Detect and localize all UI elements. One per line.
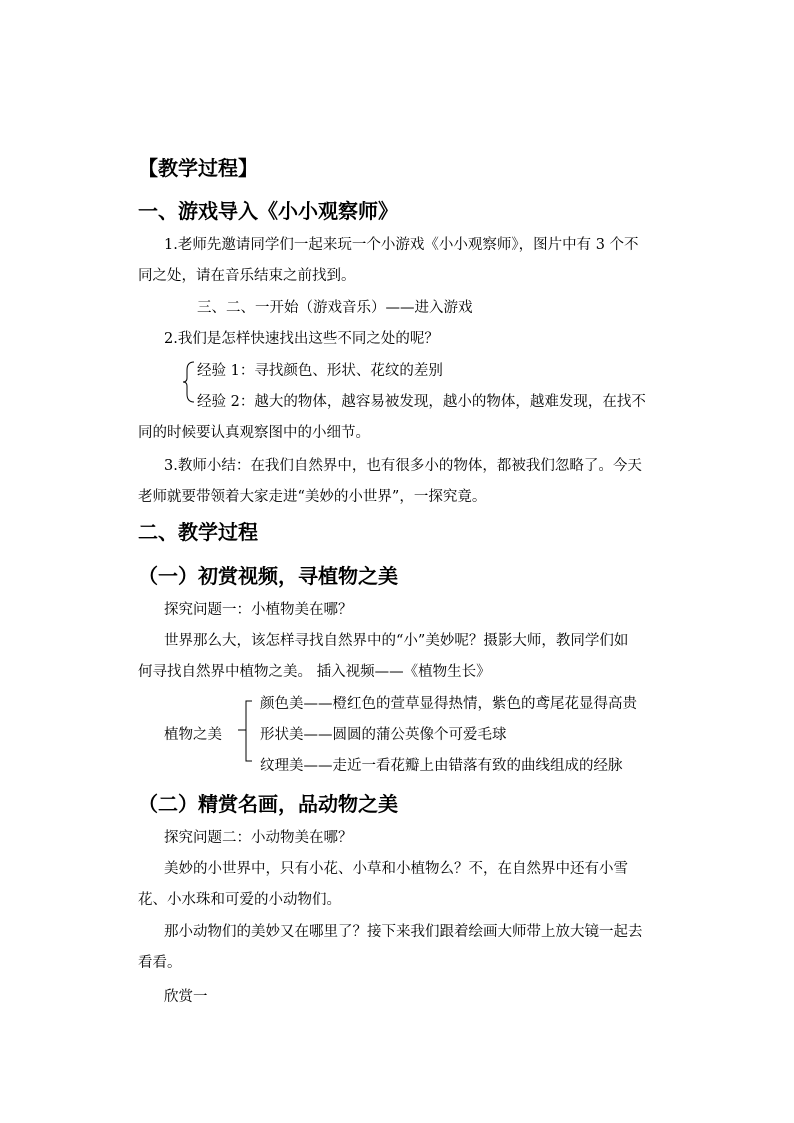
sub2-text1-line1: 美妙的小世界中，只有小花、小草和小植物么？不，在自然界中还有小雪: [164, 861, 628, 877]
sub1-text-line2: 何寻找自然界中植物之美。 插入视频——《植物生长》: [138, 664, 491, 680]
plant-beauty-texture: 纹理美——走近一看花瓣上由错落有致的曲线组成的经脉: [260, 758, 623, 774]
sub1-heading: （一）初赏视频，寻植物之美: [138, 564, 398, 588]
appreciation-one: 欣赏一: [164, 989, 208, 1005]
part2-heading: 二、教学过程: [138, 520, 258, 544]
teacher-summary-line2: 老师就要带领着大家走进“美妙的小世界”，一探究竟。: [138, 489, 487, 505]
teacher-summary-line1: 3.教师小结：在我们自然界中，也有很多小的物体，都被我们忽略了。今天: [164, 458, 642, 474]
part1-paragraph1-line2: 同之处，请在音乐结束之前找到。: [138, 268, 356, 284]
experience-2-line1: 经验 2：越大的物体，越容易被发现，越小的物体，越难发现，在找不: [197, 394, 646, 410]
sub2-question: 探究问题二：小动物美在哪？: [164, 830, 353, 846]
plant-beauty-color: 颜色美——橙红色的萱草显得热情，紫色的鸢尾花显得高贵: [260, 696, 637, 712]
section-title: 【教学过程】: [138, 156, 258, 180]
plant-beauty-shape: 形状美——圆圆的蒲公英像个可爱毛球: [260, 727, 507, 743]
plant-beauty-label: 植物之美: [164, 727, 222, 743]
experience-1: 经验 1：寻找颜色、形状、花纹的差别: [197, 363, 443, 379]
sub2-text2-line1: 那小动物们的美妙又在哪里了？接下来我们跟着绘画大师带上放大镜一起去: [164, 924, 643, 940]
part1-heading: 一、游戏导入《小小观察师》: [138, 199, 398, 223]
plant-beauty-bracket: [236, 690, 258, 766]
part1-paragraph1-line1: 1.老师先邀请同学们一起来玩一个小游戏《小小观察师》，图片中有 3 个不: [164, 237, 639, 253]
game-countdown: 三、二、一开始（游戏音乐）——进入游戏: [197, 300, 473, 316]
sub1-question: 探究问题一：小植物美在哪？: [164, 602, 353, 618]
sub2-heading: （二）精赏名画，品动物之美: [138, 792, 398, 816]
part1-paragraph2: 2.我们是怎样快速找出这些不同之处的呢？: [164, 331, 439, 347]
sub1-text-line1: 世界那么大，该怎样寻找自然界中的“小”美妙呢？摄影大师，教同学们如: [164, 633, 629, 649]
experience-2-line2: 同的时候要认真观察图中的小细节。: [138, 425, 370, 441]
sub2-text2-line2: 看看。: [138, 955, 182, 971]
experience-brace: [182, 360, 196, 404]
sub2-text1-line2: 花、小水珠和可爱的小动物们。: [138, 892, 341, 908]
